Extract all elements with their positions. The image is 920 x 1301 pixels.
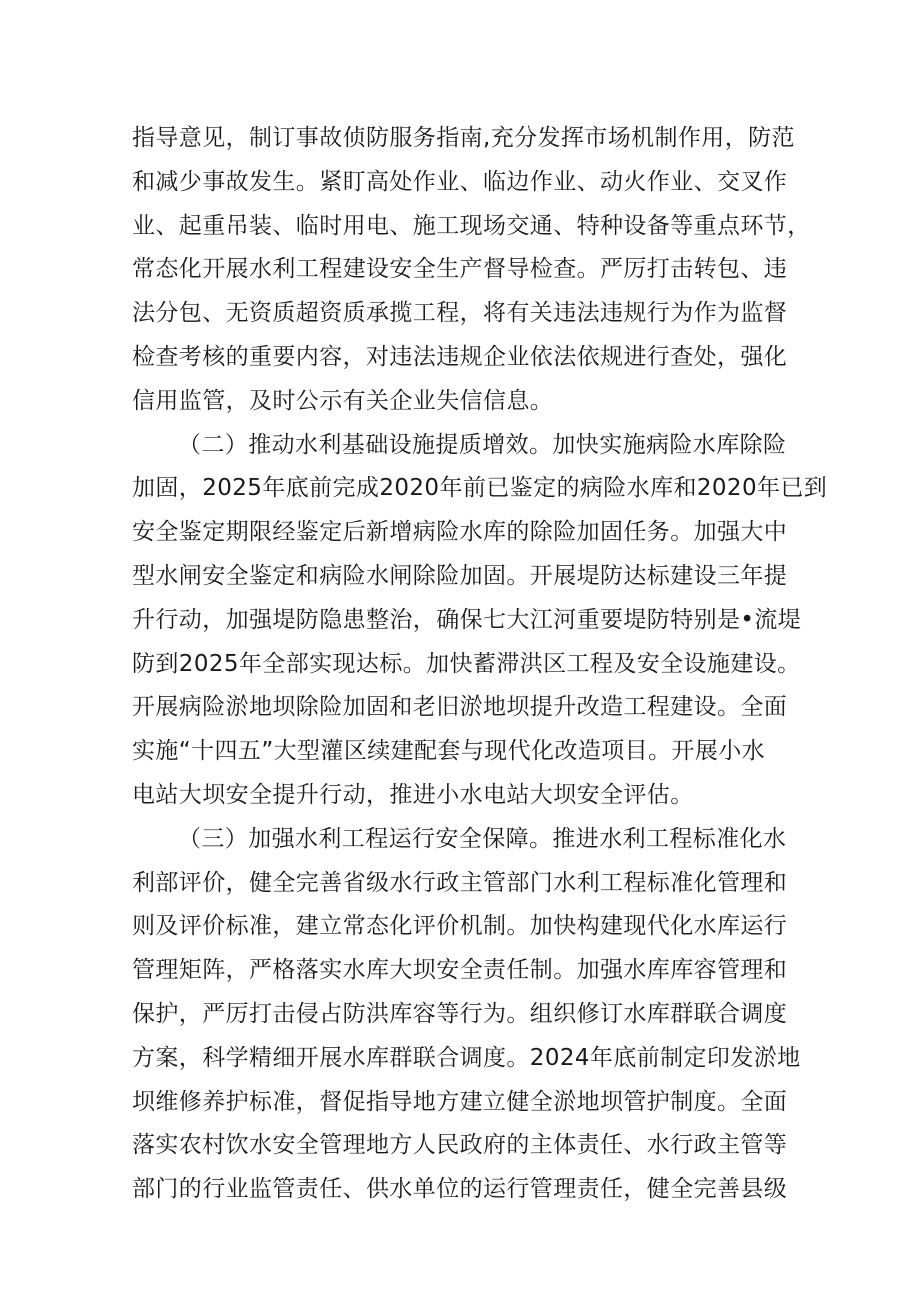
text-line: 则及评价标准，建立常态化评价机制。加快构建现代化水库运行	[132, 913, 788, 940]
text-line: 防到2025年全部实现达标。加快蓄滞洪区工程及安全设施建设。	[132, 650, 801, 677]
text-line: 业、起重吊装、临时用电、施工现场交通、特种设备等重点环节，	[132, 212, 811, 239]
document-body	[132, 117, 828, 1212]
text-line: 开展病险淤地坝除险加固和老旧淤地坝提升改造工程建设。全面	[132, 694, 788, 721]
text-line: 安全鉴定期限经鉴定后新增病险水库的除险加固任务。加强大中	[132, 519, 788, 546]
text-line: 型水闸安全鉴定和病险水闸除险加固。开展堤防达标建设三年提	[132, 562, 788, 589]
text-line: （二）推动水利基础设施提质增效。加快实施病险水库除险	[178, 431, 787, 458]
text-line: 常态化开展水利工程建设安全生产督导检查。严厉打击转包、违	[132, 256, 788, 283]
text-line: 加固，2025年底前完成2020年前已鉴定的病险水库和2020年已到	[132, 475, 828, 502]
text-line: 指导意见，制订事故侦防服务指南,充分发挥市场机制作用，防范	[132, 125, 795, 151]
text-line: 检查考核的重要内容，对违法违规企业依法依规进行查处，强化	[132, 343, 788, 370]
text-line: 升行动，加强堤防隐患整治，确保七大江河重要堤防特别是•流堤	[132, 606, 802, 633]
paragraph-continuation	[132, 117, 811, 424]
paragraph-section-2	[132, 424, 828, 818]
text-line: 保护，严厉打击侵占防洪库容等行为。组织修订水库群联合调度	[132, 1000, 788, 1027]
paragraph-section-3	[132, 818, 800, 1212]
text-line: 和减少事故发生。紧盯高处作业、临边作业、动火作业、交叉作	[132, 168, 788, 195]
text-line: 管理矩阵，严格落实水库大坝安全责任制。加强水库库容管理和	[132, 957, 788, 984]
text-line: 部门的行业监管责任、供水单位的运行管理责任，健全完善县级	[132, 1176, 788, 1203]
text-line: 坝维修养护标准，督促指导地方建立健全淤地坝管护制度。全面	[132, 1088, 788, 1115]
text-line: 方案，科学精细开展水库群联合调度。2024年底前制定印发淤地	[132, 1044, 801, 1071]
text-line: 落实农村饮水安全管理地方人民政府的主体责任、水行政主管等	[132, 1132, 788, 1159]
text-line: 信用监管，及时公示有关企业失信信息。	[132, 387, 554, 414]
text-line: 法分包、无资质超资质承揽工程，将有关违法违规行为作为监督	[132, 300, 788, 327]
text-line: 实施“十四五”大型灌区续建配套与现代化改造项目。开展小水	[132, 738, 766, 765]
text-line: （三）加强水利工程运行安全保障。推进水利工程标准化水	[178, 825, 787, 852]
text-line: 利部评价，健全完善省级水行政主管部门水利工程标准化管理和	[132, 869, 788, 896]
text-line: 电站大坝安全提升行动，推进小水电站大坝安全评估。	[132, 781, 694, 808]
